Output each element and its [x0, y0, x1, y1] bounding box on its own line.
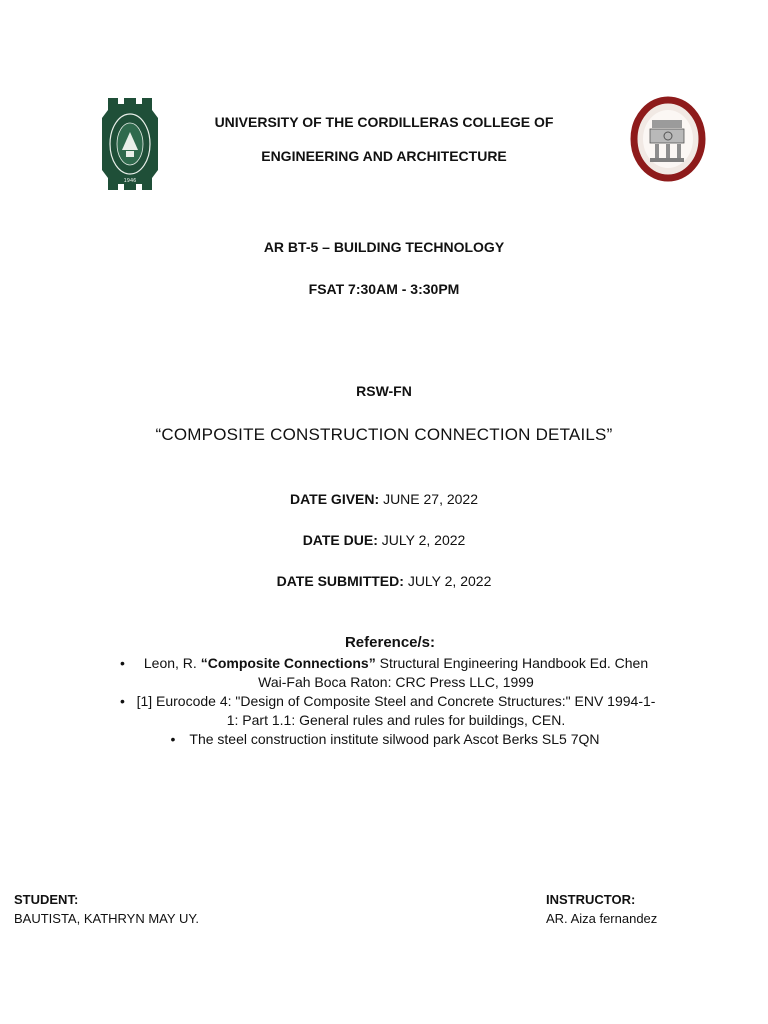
- engineering-college-seal-icon: [630, 96, 706, 182]
- reference-1-quoted: “Composite Connections”: [200, 655, 376, 671]
- university-seal-icon: [100, 96, 160, 192]
- date-given-label: DATE GIVEN:: [289, 491, 380, 507]
- date-given: [0, 491, 768, 507]
- reference-item: [110, 692, 670, 730]
- date-due-value: JULY 2, 2022: [381, 532, 466, 548]
- reference-1-pre: Leon, R.: [143, 655, 201, 671]
- date-submitted-value: JULY 2, 2022: [407, 573, 492, 589]
- instructor-block: [546, 890, 657, 928]
- bullet-icon: •: [120, 655, 125, 671]
- date-due: [0, 532, 768, 548]
- instructor-name: AR. Aiza fernandez: [546, 911, 658, 926]
- student-block: [14, 890, 199, 928]
- reference-1-post: Structural Engineering Handbook Ed. Chen Wai-Fah Boca Raton: CRC Press LLC, 1999: [258, 655, 649, 690]
- institution-line-1: UNIVERSITY OF THE CORDILLERAS COLLEGE OF: [214, 114, 554, 130]
- references-section: [110, 633, 670, 749]
- svg-text:1946: 1946: [123, 178, 137, 184]
- bullet-icon: •: [120, 693, 125, 709]
- document-type: RSW-FN: [356, 383, 412, 399]
- date-submitted-label: DATE SUBMITTED:: [276, 573, 404, 589]
- references-list: [110, 654, 670, 749]
- reference-3-text: The steel construction institute silwood park Ascot Berks SL5 7QN: [189, 731, 600, 747]
- institution-line-2: ENGINEERING AND ARCHITECTURE: [261, 148, 507, 164]
- reference-2-text: [1] Eurocode 4: "Design of Composite Steel and Concrete Structures:" ENV 1994-1-1: Part 1.1: General rules and rules for buildings, CEN.: [136, 693, 656, 728]
- reference-item: [110, 730, 670, 749]
- bullet-icon: •: [170, 731, 176, 747]
- instructor-label: INSTRUCTOR:: [546, 892, 636, 907]
- student-name: BAUTISTA, KATHRYN MAY UY.: [14, 911, 199, 926]
- student-label: STUDENT:: [14, 892, 79, 907]
- date-due-label: DATE DUE:: [302, 532, 378, 548]
- date-submitted: [0, 573, 768, 589]
- course-title: AR BT-5 – BUILDING TECHNOLOGY: [263, 239, 505, 255]
- reference-item: [110, 654, 670, 692]
- course-schedule: FSAT 7:30AM - 3:30PM: [308, 281, 460, 297]
- date-given-value: JUNE 27, 2022: [383, 491, 479, 507]
- references-heading: Reference/s:: [344, 634, 436, 651]
- document-title: “COMPOSITE CONSTRUCTION CONNECTION DETAILS”: [155, 425, 613, 444]
